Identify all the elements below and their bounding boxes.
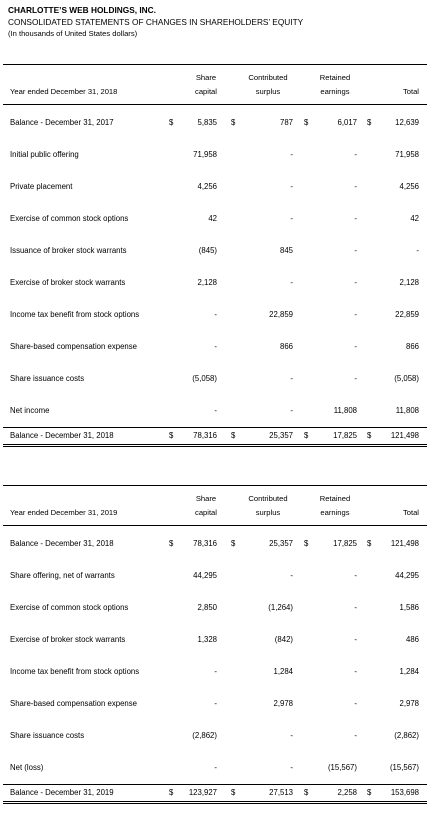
share-capital-value: 1,328 xyxy=(197,635,217,644)
contributed-surplus-value: - xyxy=(290,731,293,740)
col-retained-earnings-l2: earnings xyxy=(320,87,350,96)
contributed-surplus-value: 787 xyxy=(279,118,293,127)
equity-table-2018 xyxy=(3,64,427,447)
share-capital-value: - xyxy=(214,310,217,319)
row-label: Private placement xyxy=(10,182,73,191)
table-row xyxy=(3,688,427,720)
table-header xyxy=(3,486,427,526)
statement-title: CONSOLIDATED STATEMENTS OF CHANGES IN SHAREHOLDERS’ EQUITY xyxy=(8,17,304,27)
share-capital-value: (845) xyxy=(198,246,217,255)
col-total: Total xyxy=(402,87,419,96)
dollar-sign: $ xyxy=(169,118,174,127)
retained-earnings-value: - xyxy=(354,374,357,383)
retained-earnings-value: 11,808 xyxy=(333,406,357,415)
equity-table-2019 xyxy=(3,485,427,804)
dollar-sign: $ xyxy=(231,431,236,440)
col-retained-earnings-l2: earnings xyxy=(320,508,350,517)
table-header xyxy=(3,65,427,105)
retained-earnings-value: - xyxy=(354,699,357,708)
col-contributed-surplus-l2: surplus xyxy=(255,87,281,96)
units-note: (In thousands of United States dollars) xyxy=(8,29,138,38)
total-value: - xyxy=(416,246,419,255)
retained-earnings-value: 17,825 xyxy=(333,539,357,548)
retained-earnings-value: - xyxy=(354,603,357,612)
total-value: 121,498 xyxy=(390,539,419,548)
row-label: Balance - December 31, 2019 xyxy=(10,788,114,797)
dollar-sign: $ xyxy=(169,788,174,797)
table-row xyxy=(3,752,427,784)
contributed-surplus-value: - xyxy=(290,182,293,191)
col-share-capital-l2: capital xyxy=(195,87,217,96)
share-capital-value: 42 xyxy=(208,214,217,223)
col-share-capital-l1: Share xyxy=(195,73,217,82)
retained-earnings-value: - xyxy=(354,571,357,580)
retained-earnings-value: - xyxy=(354,342,357,351)
row-label: Income tax benefit from stock options xyxy=(10,310,140,319)
retained-earnings-value: - xyxy=(354,731,357,740)
total-value: (15,567) xyxy=(389,763,419,772)
dollar-sign: $ xyxy=(367,539,372,548)
retained-earnings-value: - xyxy=(354,150,357,159)
row-label: Issuance of broker stock warrants xyxy=(10,246,127,255)
dollar-sign: $ xyxy=(231,118,236,127)
col-total: Total xyxy=(402,508,419,517)
row-label: Net (loss) xyxy=(10,763,44,772)
table-row xyxy=(3,528,427,560)
share-capital-value: - xyxy=(214,667,217,676)
share-capital-value: 44,295 xyxy=(193,571,217,580)
contributed-surplus-value: - xyxy=(290,214,293,223)
total-value: 486 xyxy=(405,635,419,644)
dollar-sign: $ xyxy=(367,118,372,127)
statement-header xyxy=(8,4,303,40)
col-retained-earnings-l1: Retained xyxy=(319,73,351,82)
retained-earnings-value: - xyxy=(354,667,357,676)
contributed-surplus-value: - xyxy=(290,150,293,159)
contributed-surplus-value: 845 xyxy=(279,246,293,255)
dollar-sign: $ xyxy=(304,118,309,127)
total-value: 22,859 xyxy=(395,310,419,319)
contributed-surplus-value: (842) xyxy=(274,635,293,644)
contributed-surplus-value: - xyxy=(290,374,293,383)
table-row xyxy=(3,395,427,427)
table-row xyxy=(3,331,427,363)
retained-earnings-value: - xyxy=(354,182,357,191)
col-contributed-surplus-l2: surplus xyxy=(255,508,281,517)
total-value: 4,256 xyxy=(399,182,419,191)
contributed-surplus-value: - xyxy=(290,406,293,415)
table-row xyxy=(3,203,427,235)
retained-earnings-value: 2,258 xyxy=(337,788,357,797)
col-share-capital-l2: capital xyxy=(195,508,217,517)
contributed-surplus-value: 22,859 xyxy=(269,310,293,319)
table-row xyxy=(3,107,427,139)
contributed-surplus-value: - xyxy=(290,571,293,580)
total-value: 121,498 xyxy=(390,431,419,440)
row-label: Initial public offering xyxy=(10,150,79,159)
closing-balance-row xyxy=(3,427,427,447)
row-label: Balance - December 31, 2018 xyxy=(10,539,114,548)
row-label: Balance - December 31, 2018 xyxy=(10,431,114,440)
table-body xyxy=(3,105,427,427)
row-label: Share issuance costs xyxy=(10,731,85,740)
table-row xyxy=(3,139,427,171)
share-capital-value: 5,835 xyxy=(197,118,217,127)
total-value: (5,058) xyxy=(394,374,419,383)
table-row xyxy=(3,720,427,752)
share-capital-value: - xyxy=(214,763,217,772)
table-row xyxy=(3,299,427,331)
retained-earnings-value: - xyxy=(354,214,357,223)
total-value: 11,808 xyxy=(395,406,419,415)
retained-earnings-value: (15,567) xyxy=(327,763,357,772)
col-contributed-surplus-l1: Contributed xyxy=(248,73,288,82)
row-label: Net income xyxy=(10,406,50,415)
total-value: 44,295 xyxy=(395,571,419,580)
table-row xyxy=(3,267,427,299)
dollar-sign: $ xyxy=(304,431,309,440)
contributed-surplus-value: 866 xyxy=(279,342,293,351)
table-row xyxy=(3,363,427,395)
dollar-sign: $ xyxy=(304,788,309,797)
row-label: Income tax benefit from stock options xyxy=(10,667,140,676)
share-capital-value: 123,927 xyxy=(188,788,217,797)
contributed-surplus-value: 27,513 xyxy=(269,788,293,797)
row-label: Share-based compensation expense xyxy=(10,342,138,351)
share-capital-value: (5,058) xyxy=(192,374,217,383)
contributed-surplus-value: 1,284 xyxy=(273,667,293,676)
dollar-sign: $ xyxy=(304,539,309,548)
col-contributed-surplus-l1: Contributed xyxy=(248,494,288,503)
table-row xyxy=(3,592,427,624)
col-share-capital-l1: Share xyxy=(195,494,217,503)
total-value: 1,586 xyxy=(399,603,419,612)
table-row xyxy=(3,171,427,203)
total-value: 42 xyxy=(410,214,419,223)
table-body xyxy=(3,526,427,784)
retained-earnings-value: 6,017 xyxy=(337,118,357,127)
retained-earnings-value: - xyxy=(354,635,357,644)
row-label: Exercise of common stock options xyxy=(10,603,129,612)
share-capital-value: 4,256 xyxy=(197,182,217,191)
row-label: Share offering, net of warrants xyxy=(10,571,115,580)
share-capital-value: (2,862) xyxy=(192,731,217,740)
total-value: 2,128 xyxy=(399,278,419,287)
retained-earnings-value: - xyxy=(354,278,357,287)
retained-earnings-value: - xyxy=(354,310,357,319)
row-label: Exercise of broker stock warrants xyxy=(10,635,126,644)
total-value: 71,958 xyxy=(395,150,419,159)
row-label: Balance - December 31, 2017 xyxy=(10,118,114,127)
contributed-surplus-value: - xyxy=(290,278,293,287)
company-name: CHARLOTTE’S WEB HOLDINGS, INC. xyxy=(8,5,156,15)
table-row xyxy=(3,656,427,688)
total-value: 12,639 xyxy=(395,118,419,127)
year-label: Year ended December 31, 2018 xyxy=(10,87,118,96)
total-value: 2,978 xyxy=(399,699,419,708)
table-row xyxy=(3,235,427,267)
dollar-sign: $ xyxy=(169,431,174,440)
share-capital-value: - xyxy=(214,699,217,708)
year-label: Year ended December 31, 2019 xyxy=(10,508,118,517)
contributed-surplus-value: 2,978 xyxy=(273,699,293,708)
contributed-surplus-value: - xyxy=(290,763,293,772)
total-value: (2,862) xyxy=(394,731,419,740)
share-capital-value: 78,316 xyxy=(193,431,217,440)
share-capital-value: - xyxy=(214,406,217,415)
dollar-sign: $ xyxy=(231,539,236,548)
total-value: 153,698 xyxy=(390,788,419,797)
contributed-surplus-value: 25,357 xyxy=(269,431,293,440)
dollar-sign: $ xyxy=(231,788,236,797)
retained-earnings-value: - xyxy=(354,246,357,255)
row-label: Exercise of broker stock warrants xyxy=(10,278,126,287)
closing-balance-row xyxy=(3,784,427,804)
share-capital-value: 71,958 xyxy=(193,150,217,159)
contributed-surplus-value: 25,357 xyxy=(269,539,293,548)
contributed-surplus-value: (1,264) xyxy=(268,603,293,612)
table-row xyxy=(3,624,427,656)
col-retained-earnings-l1: Retained xyxy=(319,494,351,503)
dollar-sign: $ xyxy=(367,431,372,440)
share-capital-value: 78,316 xyxy=(193,539,217,548)
dollar-sign: $ xyxy=(367,788,372,797)
retained-earnings-value: 17,825 xyxy=(333,431,357,440)
row-label: Share issuance costs xyxy=(10,374,85,383)
row-label: Share-based compensation expense xyxy=(10,699,138,708)
share-capital-value: - xyxy=(214,342,217,351)
dollar-sign: $ xyxy=(169,539,174,548)
total-value: 866 xyxy=(405,342,419,351)
total-value: 1,284 xyxy=(399,667,419,676)
row-label: Exercise of common stock options xyxy=(10,214,129,223)
share-capital-value: 2,850 xyxy=(197,603,217,612)
share-capital-value: 2,128 xyxy=(197,278,217,287)
table-row xyxy=(3,560,427,592)
